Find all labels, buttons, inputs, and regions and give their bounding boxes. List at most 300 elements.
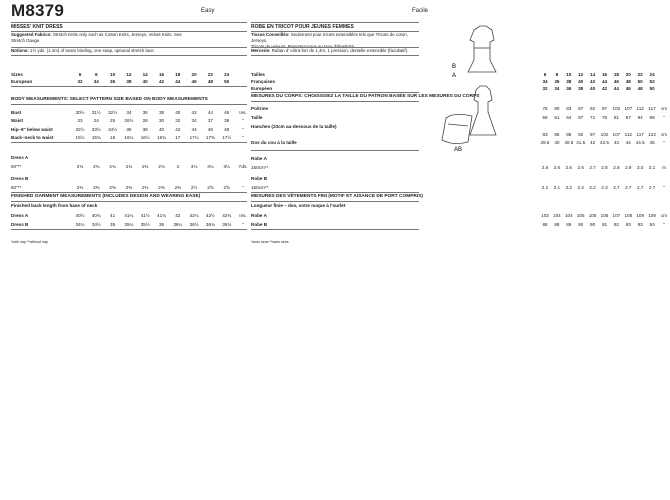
robe-a-yardage-row xyxy=(251,164,666,171)
table-cell: 36 xyxy=(126,126,132,132)
table-cell: 104 xyxy=(564,213,573,218)
table-cell: 90 xyxy=(578,222,584,227)
table-cell: 2.3 xyxy=(601,185,608,190)
table-cell: 2.6 xyxy=(553,165,561,170)
table-cell: 83 xyxy=(542,132,548,137)
table-cell: 36¾ xyxy=(205,222,215,227)
table-cell: 105 xyxy=(588,213,597,218)
table-cell: 2⅝ xyxy=(223,185,230,190)
table-cell: 42 xyxy=(590,79,596,84)
table-cell: 2.2 xyxy=(577,185,584,190)
table-cell: 36 xyxy=(158,222,165,227)
robe-b-label-row xyxy=(251,175,491,182)
table-cell: 44 xyxy=(191,126,197,132)
sizes-row xyxy=(11,71,251,78)
row-label: Françaises xyxy=(251,79,276,84)
table-cell: 2¾ xyxy=(93,164,100,169)
table-cell: 34 xyxy=(542,79,548,84)
table-cell: 16½ xyxy=(140,134,150,140)
table-cell: 10 xyxy=(566,72,572,77)
unit-cell: " xyxy=(663,185,665,190)
table-cell: 2.6 xyxy=(565,165,572,170)
table-cell: 107 xyxy=(612,132,621,137)
table-cell: 109 xyxy=(636,213,645,218)
table-cell: 46 xyxy=(224,110,230,115)
table-cell: 112 xyxy=(624,132,632,137)
table-cell: 2.7 xyxy=(636,185,644,190)
table-cell: 105 xyxy=(576,213,585,218)
table-cell: 34½ xyxy=(91,222,101,227)
table-cell: 107 xyxy=(612,213,621,218)
table-cell: 2⅜ xyxy=(76,185,84,190)
table-cell: 85 xyxy=(554,132,560,137)
table-cell: 14 xyxy=(142,72,148,77)
table-cell: 88 xyxy=(566,132,572,137)
table-cell: 18 xyxy=(175,72,181,77)
title-fr: ROBE EN TRICOT POUR JEUNES FEMMES xyxy=(251,24,354,30)
table-cell: 50 xyxy=(637,79,643,84)
fabric-width: 60"** xyxy=(11,164,22,169)
table-cell: 46 xyxy=(191,79,197,84)
table-cell: 117 xyxy=(636,132,644,137)
table-cell: 36½ xyxy=(189,222,199,227)
fabrics-text: Stretch Knits only such as Cotton Knits, Jerseys, Velvet Knits. See xyxy=(52,32,182,37)
table-cell: 88 xyxy=(542,222,548,227)
body-row xyxy=(11,109,251,116)
table-cell: 80 xyxy=(554,106,560,111)
row-label: Dos du cou à la taille xyxy=(251,140,297,145)
table-cell: 42 xyxy=(175,213,181,218)
table-cell: 40.5 xyxy=(564,140,574,145)
table-cell: 2½ xyxy=(190,185,198,190)
table-cell: 3 xyxy=(176,164,180,169)
table-cell: 41 xyxy=(110,213,116,218)
rule xyxy=(11,86,247,87)
table-cell: 41¼ xyxy=(124,213,134,218)
table-cell: 36 xyxy=(566,86,572,91)
finished-row xyxy=(11,221,251,228)
table-cell: 16 xyxy=(158,72,165,77)
table-cell: 2.7 xyxy=(625,185,632,190)
dress-a-drawing xyxy=(442,86,496,144)
table-cell: 30 xyxy=(158,118,165,124)
notions-en xyxy=(11,48,247,54)
table-cell: 2⅜ xyxy=(174,185,181,190)
table-cell: 12 xyxy=(126,72,132,77)
table-cell: 2.7 xyxy=(648,185,656,190)
table-cell: 17⅜ xyxy=(205,134,215,140)
table-cell: 2¾ xyxy=(158,164,165,169)
table-cell: 42 xyxy=(191,110,197,115)
table-cell: 46 xyxy=(613,79,619,84)
table-cell: 17¼ xyxy=(189,134,199,140)
finished-subtitle: Finished back length from base of neck xyxy=(11,203,98,208)
unit-cell: " xyxy=(663,114,665,120)
table-cell: 2⅜ xyxy=(109,185,116,190)
table-cell: 16¾ xyxy=(157,134,166,140)
dress-b-label-row xyxy=(11,175,251,182)
table-cell: 2.1 xyxy=(553,185,561,190)
table-cell: 99 xyxy=(649,114,655,120)
table-cell: 36 xyxy=(110,79,116,84)
table-cell: 93 xyxy=(625,222,631,227)
table-cell: 41¾ xyxy=(157,213,166,218)
table-cell: 24 xyxy=(649,72,655,77)
table-cell: 32½ xyxy=(75,126,85,132)
table-cell: 24 xyxy=(93,118,99,124)
table-cell: 46 xyxy=(625,86,631,91)
table-cell: 2⅜ xyxy=(158,185,165,190)
table-cell: 3¼ xyxy=(223,164,230,169)
table-cell: 35 xyxy=(110,222,116,227)
table-cell: 34¼ xyxy=(75,222,85,227)
unit-cell: m xyxy=(662,165,666,170)
fabrics-text2: Stretch Gauge. xyxy=(11,38,41,43)
table-cell: 39.5 xyxy=(540,140,550,145)
robe-b-yardage-row xyxy=(251,184,665,191)
table-cell: 32 xyxy=(542,86,548,91)
table-cell: 38 xyxy=(158,110,165,115)
rule xyxy=(11,229,247,230)
table-cell: 102 xyxy=(612,106,621,111)
table-cell: 26½ xyxy=(124,118,134,124)
table-cell: 48 xyxy=(625,79,631,84)
notions-text: 1½ yds. (1.4m) of seam binding, one snap, optional stretch lace. xyxy=(30,48,155,53)
table-cell: 25 xyxy=(110,118,116,124)
table-cell: 2.8 xyxy=(601,165,608,170)
table-cell: 23 xyxy=(77,118,83,124)
rule xyxy=(251,192,419,193)
fabrics-text-fr: Seulement pour tricots extensibles tels que Tricots de coton, Jerseys, xyxy=(251,32,408,43)
table-cell: 2.8 xyxy=(613,165,620,170)
table-cell: 107 xyxy=(624,106,633,111)
table-cell: 64 xyxy=(566,114,572,120)
unit-cell: Yds. xyxy=(238,164,248,169)
table-cell: 42 xyxy=(175,126,181,132)
table-cell: 20 xyxy=(191,72,197,77)
table-cell: 2.6 xyxy=(577,165,584,170)
table-cell: 6 xyxy=(78,72,82,77)
table-cell: 52 xyxy=(649,79,655,84)
row-label: Européen xyxy=(251,86,273,91)
table-cell: 34 xyxy=(93,79,99,84)
table-cell: 122 xyxy=(648,132,656,137)
table-cell: 2¾ xyxy=(76,164,84,169)
table-cell: 2.2 xyxy=(565,185,572,190)
hanches-label: Hanches (23cm au-dessous de la taille) xyxy=(251,124,337,129)
table-cell: 32 xyxy=(175,118,181,124)
table-cell: 41½ xyxy=(140,213,150,218)
unit-cell: cm xyxy=(660,106,668,111)
table-cell: 2¾ xyxy=(125,164,133,169)
unit-cell: " xyxy=(663,140,665,145)
row-label: Dress B xyxy=(11,222,29,227)
table-cell: 2¾ xyxy=(109,164,116,169)
table-cell: 58 xyxy=(542,114,548,120)
table-cell: 106 xyxy=(600,213,609,218)
table-cell: 3.1 xyxy=(648,165,656,170)
table-cell: 35½ xyxy=(140,222,150,227)
table-cell: 16 xyxy=(110,134,116,140)
unit-cell: cm xyxy=(660,132,668,137)
table-cell: 48 xyxy=(224,126,230,132)
rule xyxy=(251,229,419,230)
rule xyxy=(251,101,419,102)
table-cell: 40 xyxy=(554,140,560,145)
table-cell: 36¼ xyxy=(173,222,183,227)
table-cell: 44 xyxy=(625,140,631,145)
row-label: Sizes xyxy=(11,72,23,77)
table-cell: 38 xyxy=(578,86,584,91)
row-label: Robe B xyxy=(251,176,268,181)
table-cell: 92 xyxy=(578,132,584,137)
table-cell: 2⅜ xyxy=(93,185,100,190)
fabric-width: 150cm** xyxy=(251,185,269,190)
table-cell: 42 xyxy=(158,79,165,84)
table-cell: 38 xyxy=(126,79,132,84)
table-cell: 40 xyxy=(142,79,148,84)
rule xyxy=(11,104,247,105)
table-cell: 42¾ xyxy=(222,213,232,218)
robe-a-label-row xyxy=(251,155,491,162)
table-cell: 8 xyxy=(95,72,98,77)
table-cell: 32 xyxy=(77,79,83,84)
table-cell: 94 xyxy=(637,114,643,120)
footnote-en: *with nap **without nap xyxy=(11,240,48,244)
table-cell: 42½ xyxy=(205,213,215,218)
table-cell: 34 xyxy=(554,86,560,91)
table-cell: 50 xyxy=(649,86,655,91)
table-cell: 32½ xyxy=(108,110,118,115)
dress-a-yardage-row xyxy=(11,163,251,170)
table-cell: 78 xyxy=(542,106,548,111)
table-cell: 20 xyxy=(625,72,631,77)
table-cell: 12 xyxy=(578,72,584,77)
table-cell: 103 xyxy=(541,213,549,218)
label-ab: AB xyxy=(454,147,463,153)
table-cell: 40¾ xyxy=(91,213,101,218)
row-label: European xyxy=(11,79,33,84)
rule xyxy=(11,142,247,143)
table-cell: 16 xyxy=(601,72,608,77)
finished-row-fr xyxy=(251,221,665,228)
table-cell: 42¼ xyxy=(189,213,199,218)
dress-b-drawing xyxy=(468,26,496,72)
table-cell: 2⅜ xyxy=(125,185,133,190)
table-cell: 15¾ xyxy=(91,134,101,140)
table-cell: 117 xyxy=(648,106,656,111)
table-cell: 2¾ xyxy=(141,164,149,169)
body-row xyxy=(11,134,251,141)
table-cell: 17½ xyxy=(222,134,232,140)
table-cell: 42.5 xyxy=(600,140,609,145)
row-label: Taille xyxy=(251,114,263,120)
finished-subtitle-fr: Longueur finie – dos, votre nuque à l'ourlet xyxy=(251,203,346,208)
table-cell: 97 xyxy=(590,132,596,137)
table-cell: 44 xyxy=(207,110,213,115)
table-cell: 38 xyxy=(142,126,148,132)
notions-label: Notions: xyxy=(11,48,29,53)
rule xyxy=(11,22,247,23)
row-label: Hip–9" below waist xyxy=(11,126,53,132)
table-cell: 37 xyxy=(207,118,213,124)
table-cell: 44 xyxy=(175,79,181,84)
rule xyxy=(251,201,419,202)
table-cell: 67 xyxy=(578,114,584,120)
row-label: Dress B xyxy=(11,176,29,181)
table-cell: 6 xyxy=(543,72,547,77)
table-cell: 112 xyxy=(636,106,644,111)
fabric-width: 150cm** xyxy=(251,165,269,170)
body-row xyxy=(11,117,251,124)
fabric-width: 60"** xyxy=(11,185,22,190)
table-cell: 44 xyxy=(613,86,619,91)
table-cell: 34 xyxy=(191,118,197,124)
finished-measurements-title-fr: MESURES DES VÊTEMENTS FINI (MOTIF ET AISANCE DE PORT COMPRIS) xyxy=(251,194,423,199)
difficulty-en: Easy xyxy=(201,8,215,14)
table-cell: 109 xyxy=(648,213,656,218)
table-cell: 50 xyxy=(224,79,230,84)
table-cell: 10 xyxy=(110,72,116,77)
table-cell: 43 xyxy=(613,140,619,145)
table-cell: 42 xyxy=(601,86,608,91)
table-cell: 40 xyxy=(590,86,596,91)
table-cell: 61 xyxy=(554,114,560,120)
garment-illustration xyxy=(424,20,500,155)
table-cell: 30½ xyxy=(75,110,85,115)
body-row xyxy=(11,126,251,133)
european-row xyxy=(11,78,251,85)
table-cell: 3⅛ xyxy=(190,164,198,169)
table-cell: 35¼ xyxy=(124,222,134,227)
table-cell: 17 xyxy=(175,134,181,140)
table-cell: 3¼ xyxy=(207,164,214,169)
footnote-fr: *avec sens **sans sens xyxy=(251,240,289,244)
table-cell: 71 xyxy=(590,114,596,120)
table-cell: 15½ xyxy=(75,134,85,140)
table-cell: 2⅜ xyxy=(141,185,149,190)
table-cell: 2.7 xyxy=(613,185,620,190)
table-cell: 2.6 xyxy=(541,165,549,170)
finished-row xyxy=(11,212,251,219)
table-cell: 93 xyxy=(649,222,655,227)
rule xyxy=(11,55,247,56)
table-cell: 92 xyxy=(590,106,596,111)
table-cell: 40 xyxy=(158,126,165,132)
difficulty-fr: Facile xyxy=(412,8,429,14)
table-cell: 2.9 xyxy=(625,165,632,170)
table-cell: 3.0 xyxy=(636,165,644,170)
row-label: Tailles xyxy=(251,72,265,77)
table-cell: 90 xyxy=(590,222,596,227)
table-cell: 38 xyxy=(566,79,572,84)
table-cell: 40 xyxy=(175,110,181,115)
label-a: A xyxy=(452,73,457,79)
table-cell: 2⅝ xyxy=(207,185,214,190)
table-cell: 39 xyxy=(224,118,230,124)
table-cell: 33½ xyxy=(91,126,101,132)
row-label: Poitrine xyxy=(251,106,269,111)
table-cell: 108 xyxy=(624,213,633,218)
table-cell: 28 xyxy=(142,118,148,124)
table-cell: 40½ xyxy=(75,213,85,218)
table-cell: 22 xyxy=(637,72,643,77)
unit-cell: " xyxy=(242,134,244,140)
table-cell: 42 xyxy=(590,140,596,145)
table-cell: 48 xyxy=(207,79,213,84)
table-cell: 22 xyxy=(207,72,213,77)
table-cell: 87 xyxy=(625,114,631,120)
table-cell: 14 xyxy=(590,72,596,77)
notions-text-fr: Ruban d' extra-fort de 1,4m, 1 pression, dentelle extensible (facultatif). xyxy=(271,48,409,53)
unit-cell: Ins. xyxy=(239,110,247,115)
table-cell: 45 xyxy=(649,140,655,145)
table-cell: 36 xyxy=(142,110,148,115)
unit-cell: Ins. xyxy=(239,213,247,218)
row-label: Back–neck to waist xyxy=(11,134,54,140)
unit-cell: " xyxy=(242,126,244,132)
row-label: Robe A xyxy=(251,156,267,161)
table-cell: 31½ xyxy=(91,110,101,115)
table-cell: 36¾ xyxy=(222,222,232,227)
table-cell: 2.7 xyxy=(589,165,596,170)
table-cell: 91 xyxy=(601,222,608,227)
rule xyxy=(251,92,419,93)
finished-measurements-title: FINISHED GARMENT MEASUREMENTS (INCLUDES DESIGN AND WEARING EASE) xyxy=(11,194,201,199)
table-cell: 36 xyxy=(554,79,560,84)
label-b: B xyxy=(452,64,457,70)
table-cell: 48 xyxy=(637,86,643,91)
table-cell: 102 xyxy=(600,132,609,137)
unit-cell: cm xyxy=(660,213,668,218)
dress-b-yardage-row xyxy=(11,184,251,191)
row-label: Dress A xyxy=(11,155,29,160)
table-cell: 18 xyxy=(613,72,619,77)
notions-label-fr: Mercerie: xyxy=(251,48,271,53)
unit-cell: " xyxy=(242,185,244,190)
rule xyxy=(251,55,419,56)
unit-cell: " xyxy=(242,222,244,227)
table-cell: 76 xyxy=(601,114,608,120)
title-en: MISSES' KNIT DRESS xyxy=(11,24,63,30)
row-label: Robe B xyxy=(251,222,268,227)
table-cell: 34 xyxy=(126,110,132,115)
table-cell: 24 xyxy=(224,72,230,77)
rule xyxy=(251,150,419,151)
rule xyxy=(11,201,247,202)
table-cell: 93 xyxy=(637,222,643,227)
table-cell: 92 xyxy=(613,222,619,227)
finished-row-fr xyxy=(251,212,668,219)
dress-a-label-row xyxy=(11,154,251,161)
table-cell: 46 xyxy=(207,126,213,132)
row-label: Dress A xyxy=(11,213,29,218)
table-cell: 81 xyxy=(613,114,619,120)
notions-fr xyxy=(251,48,421,54)
table-cell: 44 xyxy=(601,79,608,84)
table-cell: 44.5 xyxy=(635,140,645,145)
table-cell: 34½ xyxy=(108,126,118,132)
table-cell: 89 xyxy=(566,222,572,227)
rule xyxy=(251,22,419,23)
table-cell: 8 xyxy=(555,72,559,77)
pattern-number: M8379 xyxy=(11,1,64,20)
unit-cell: " xyxy=(242,118,244,124)
table-cell: 16¼ xyxy=(124,134,134,140)
fabrics-label-fr: Tissus Conseillés: xyxy=(251,32,290,37)
table-cell: 104 xyxy=(553,213,561,218)
table-cell: 40 xyxy=(578,79,584,84)
